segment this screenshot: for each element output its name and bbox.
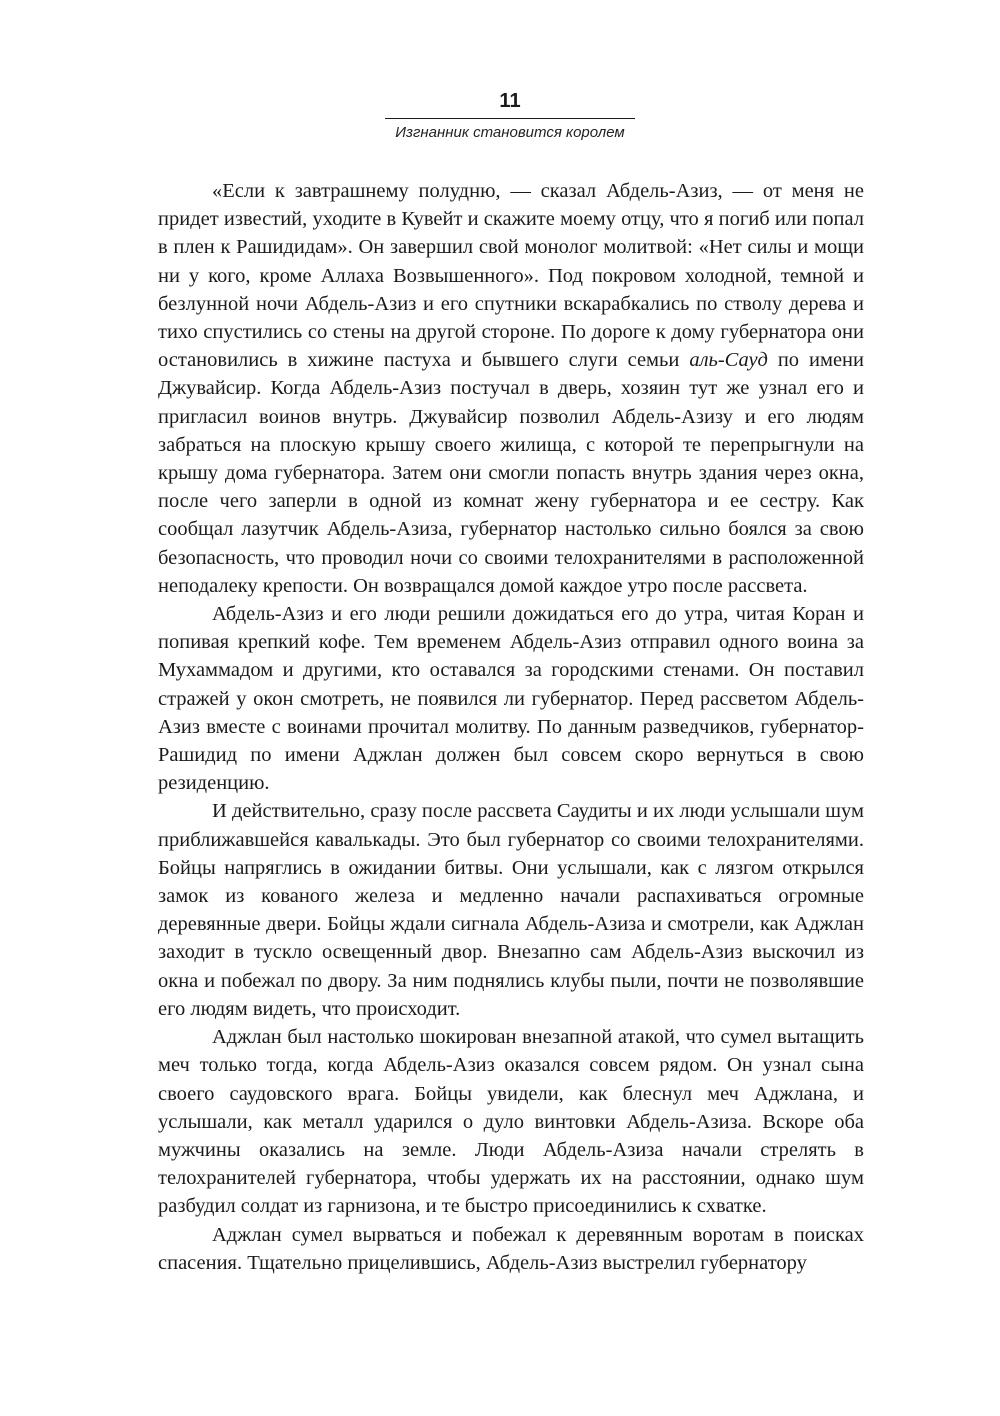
body-text xyxy=(158,177,864,1277)
paragraph-5: Аджлан сумел вырваться и побежал к деревянным воротам в поисках спасения. Тщательно прицелившись, Абдель-Азиз выстрелил губернатору xyxy=(158,1223,864,1274)
paragraph-1 xyxy=(158,177,864,600)
paragraph-2: Абдель-Азиз и его люди решили дожидаться его до утра, читая Коран и попивая крепкий кофе. Тем временем Абдель-Азиз отправил одного воина за Мухаммадом и другими, кто оставался за городскими стенами. Он поставил стражей у окон смотреть, не появился ли губернатор. Перед рассветом Абдель-Азиз вместе с воинами прочитал молитву. По данным разведчиков, губернатор-Рашидид по имени Аджлан должен был совсем скоро вернуться в свою резиденцию. xyxy=(158,603,864,795)
paragraph-1-italic-term: аль-Сауд xyxy=(689,349,768,372)
paragraph-1-text-end: по имени Джувайсир. Когда Абдель-Азиз постучал в дверь, хозяин тут же узнал его и пригласил воинов внутрь. Джувайсир позволил Абдель-Азизу и его людям забраться на плоскую крышу своего жилища, с которой те перепрыгнули на крышу дома губернатора. Затем они смогли попасть внутрь здания через окна, после чего заперли в одной из комнат жену губернатора и ее сестру. Как сообщал лазутчик Абдель-Азиза, губернатор настолько сильно боялся за свою безопасность, что проводил ночи со своими телохранителями в расположенной неподалеку крепости. Он возвращался домой каждое утро после рассвета. xyxy=(158,349,864,597)
page-header xyxy=(385,88,635,143)
paragraph-4: Аджлан был настолько шокирован внезапной атакой, что сумел вытащить меч только тогда, когда Абдель-Азиз оказался совсем рядом. Он узнал сына своего саудовского врага. Бойцы увидели, как блеснул меч Аджлана, и услышали, как металл ударился о дуло винтовки Абдель-Азиза. Вскоре оба мужчины оказались на земле. Люди Абдель-Азиза начали стрелять в телохранителей губернатора, чтобы удержать их на расстоянии, однако шум разбудил солдат из гарнизона, и те быстро присоединились к схватке. xyxy=(158,1026,864,1218)
running-title: Изгнанник становится королем xyxy=(395,124,625,141)
paragraph-3: И действительно, сразу после рассвета Саудиты и их люди услышали шум приближавшейся кавалькады. Это был губернатор со своими телохранителями. Бойцы напряглись в ожидании битвы. Они услышали, как с лязгом открылся замок из кованого железа и медленно начали распахиваться огромные деревянные двери. Бойцы ждали сигнала Абдель-Азиза и смотрели, как Аджлан заходит в тускло освещенный двор. Внезапно сам Абдель-Азиз выскочил из окна и побежал по двору. За ним поднялись клубы пыли, почти не позволявшие его людям видеть, что происходит. xyxy=(158,800,864,1020)
page-number: 11 xyxy=(499,90,521,112)
header-rule xyxy=(385,118,635,119)
paragraph-1-text-start: «Если к завтрашнему полудню, — сказал Абдель-Азиз, — от меня не придет известий, уходите в Кувейт и скажите моему отцу, что я погиб или попал в плен к Рашидидам». Он завершил свой монолог молитвой: «Нет силы и мощи ни у кого, кроме Аллаха Возвышенного». Под покровом холодной, темной и безлунной ночи Абдель-Азиз и его спутники вскарабкались по стволу дерева и тихо спустились со стены на другой стороне. По дороге к дому губернатора они остановились в хижине пастуха и бывшего слуги семьи xyxy=(158,180,864,372)
